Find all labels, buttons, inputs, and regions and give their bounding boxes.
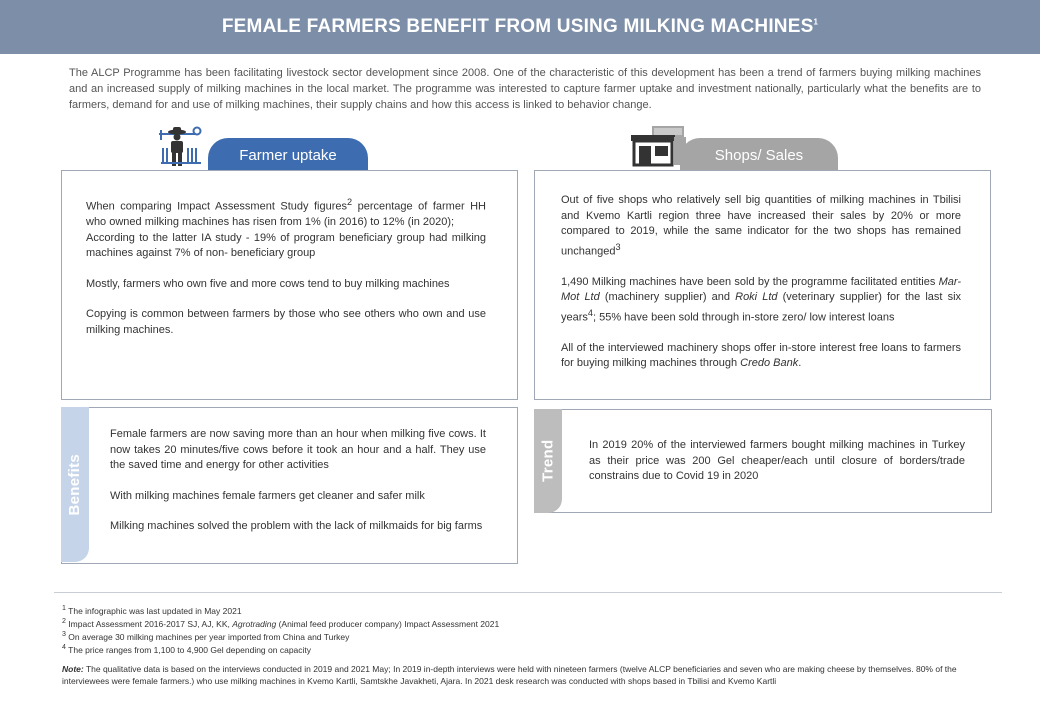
shops-sales-box xyxy=(534,170,991,400)
farmer-uptake-box xyxy=(61,170,518,400)
footer-divider xyxy=(54,592,1002,593)
footnote-1: $^1$ The infographic was last updated in May 2021 xyxy=(62,604,242,616)
tab-shops-sales: Shops/ Sales xyxy=(680,138,838,172)
tab-farmer-uptake: Farmer uptake xyxy=(208,138,368,172)
footnote-3: $^3$ On average 30 milking machines per year imported from China and Turkey xyxy=(62,630,350,642)
methodology-note: Note: The qualitative data is based on the interviews conducted in 2019 and 2021 May; In 2019 in-depth interviews were held with nineteen farmers (twelve ALCP beneficiaries and seven who are making cheese by themselves. 80% of the interviewees were female farmers.) who use milking machines in Kvemo Kartli, Samtskhe Javakheti, Ajara. In 2021 desk research was conducted with shops based in Tbilisi and Kvemo Kartli xyxy=(62,664,957,686)
footnote-2: $^2$ Impact Assessment 2016-2017 SJ, AJ, KK, Agrotrading (Animal feed producer company) Impact Assessment 2021 xyxy=(62,617,500,629)
farmer-icon xyxy=(158,124,208,168)
benefits-paragraph-3: Milking machines solved the problem with the lack of milkmaids for big farms xyxy=(110,520,483,532)
intro-paragraph: The ALCP Programme has been facilitating livestock sector development since 2008. One of the characteristic of this development has been a trend of farmers buying milking machines and an increased supply of milking machines in the local market. The programme was interested to capture farmer uptake and investment nationally, particularly what the benefits are to farmers, demand for and use of milking machines, their supply chains and how this access is linked to behavior change. xyxy=(69,67,981,111)
benefits-paragraph-1: Female farmers are now saving more than an hour when milking five cows. It now takes 20 minutes/five cows before it took an hour and a half. They use the saved time and energy for other activities xyxy=(110,428,486,471)
page-title: FEMALE FARMERS BENEFIT FROM USING MILKING MACHINES$^1$ xyxy=(221,16,819,37)
benefits-box xyxy=(61,407,518,564)
uptake-paragraph-1: When comparing Impact Assessment Study figures$^2$ percentage of farmer HH who owned milking machines has risen from 1% (in 2016) to 12% (in 2020); According to the latter IA study - 19% of program beneficiary group had milking machines against 7% of non- beneficiary group xyxy=(86,197,486,260)
page-header xyxy=(0,0,1040,54)
uptake-paragraph-2: Mostly, farmers who own five and more cows tend to buy milking machines xyxy=(86,277,450,290)
footnote-4: $^4$ The price ranges from 1,100 to 4,900 Gel depending on capacity xyxy=(62,643,312,655)
trend-side-label: Trend xyxy=(534,409,562,513)
shops-paragraph-1: Out of five shops who relatively sell big quantities of milking machines in Tbilisi and Kvemo Kartli region three have increased their sales by 20% or more compared to 2019, while the same indicator for the two shops has remained unchanged$^3$ xyxy=(561,194,961,258)
shops-paragraph-3: All of the interviewed machinery shops offer in-store interest free loans to farmers for buying milking machines through Credo Bank. xyxy=(561,341,961,370)
uptake-paragraph-3: Copying is common between farmers by those who see others who own and use milking machines. xyxy=(86,308,486,336)
benefits-paragraph-2: With milking machines female farmers get cleaner and safer milk xyxy=(110,489,425,502)
benefits-side-label: Benefits xyxy=(61,407,89,562)
shops-paragraph-2: 1,490 Milking machines have been sold by the programme facilitated entities Mar-Mot Ltd (machinery supplier) and Roki Ltd (veterinary supplier) for the last six years$^4$; 55% have been sold through in-store zero/ low interest loans xyxy=(561,275,962,324)
trend-paragraph-1: In 2019 20% of the interviewed farmers bought milking machines in Turkey as their price was 200 Gel cheaper/each until closure of borders/trade constrains due to Covid 19 in 2020 xyxy=(589,439,965,482)
trend-box xyxy=(534,409,992,513)
